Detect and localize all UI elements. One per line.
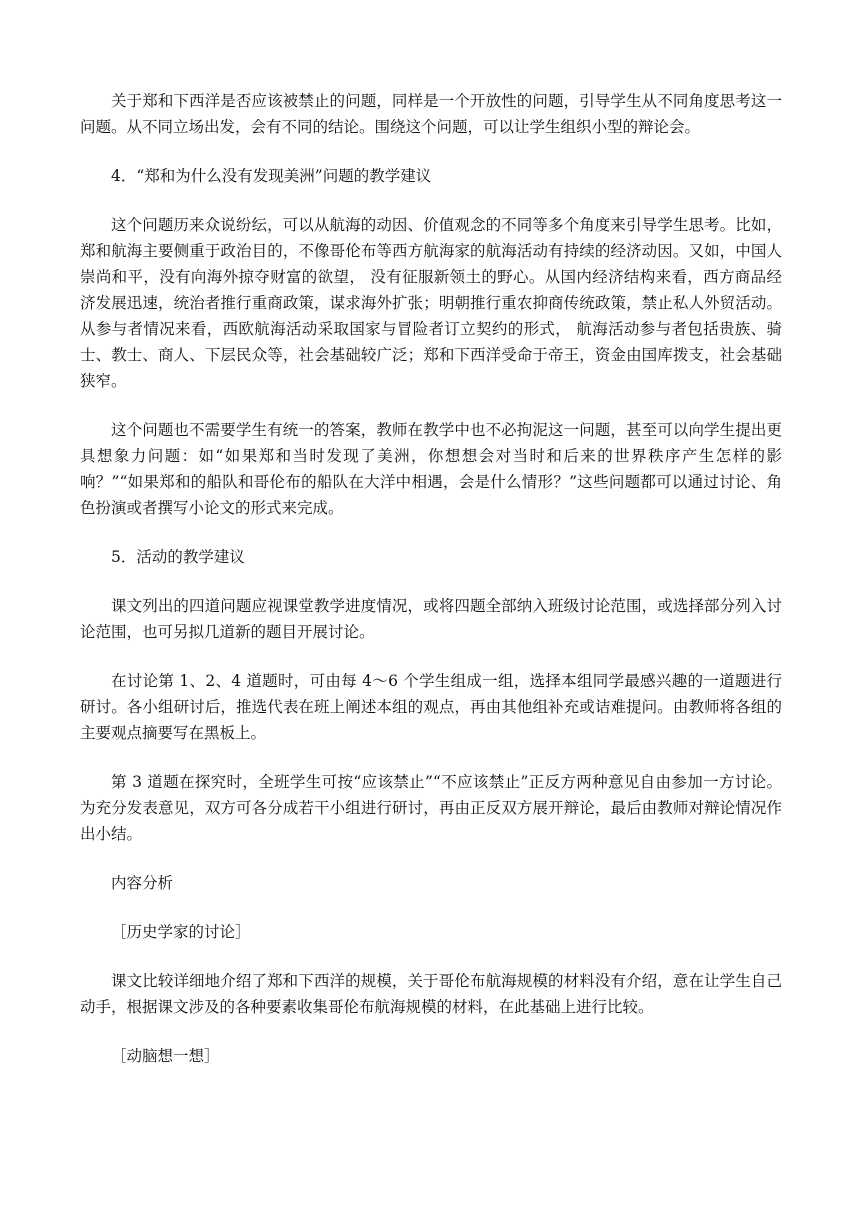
section-heading-4: 4．“郑和为什么没有发现美洲”问题的教学建议	[111, 167, 432, 185]
paragraph-group-discussion: 在讨论第 1、2、4 道题时，可由每 4～6 个学生组成一组，选择本组同学最感兴趣的一道题进行研讨。各小组研讨后，推选代表在班上阐述本组的观点，再由其他组补充或诘难提问。由教师将各组的主要观点摘要写在黑板上。	[80, 672, 782, 742]
paragraph-debate: 关于郑和下西洋是否应该被禁止的问题，同样是一个开放性的问题，引导学生从不同角度思考这一问题。从不同立场出发，会有不同的结论。围绕这个问题，可以让学生组织小型的辩论会。	[80, 92, 782, 136]
document-page	[80, 88, 782, 1069]
section-heading-5: 5．活动的教学建议	[111, 548, 245, 566]
paragraph-question-three: 第 3 道题在探究时，全班学生可按“应该禁止”“不应该禁止”正反方两种意见自由参加一方讨论。为充分发表意见，双方可各分成若干小组进行研讨，再由正反双方展开辩论，最后由教师对辩论情况作出小结。	[80, 773, 782, 843]
paragraph-four-questions: 课文列出的四道问题应视课堂教学进度情况，或将四题全部纳入班级讨论范围，或选择部分列入讨论范围，也可另拟几道新的题目开展讨论。	[80, 597, 782, 641]
paragraph-reasons: 这个问题历来众说纷纭，可以从航海的动因、价值观念的不同等多个角度来引导学生思考。比如，郑和航海主要侧重于政治目的，不像哥伦布等西方航海家的航海活动有持续的经济动因。又如，中国人崇尚和平，没有向海外掠夺财富的欲望， 没有征服新领土的野心。从国内经济结构来看，西方商品经济发展迅速，统治者推行重商政策，谋求海外扩张；明朝推行重农抑商传统政策，禁止私人外贸活动。从参与者情况来看，西欧航海活动采取国家与冒险者订立契约的形式， 航海活动参与者包括贵族、骑士、教士、商人、下层民众等，社会基础较广泛；郑和下西洋受命于帝王，资金由国库拨支，社会基础狭窄。	[80, 216, 782, 390]
paragraph-scale-comparison: 课文比较详细地介绍了郑和下西洋的规模，关于哥伦布航海规模的材料没有介绍，意在让学生自己动手，根据课文涉及的各种要素收集哥伦布航海规模的材料，在此基础上进行比较。	[80, 972, 782, 1016]
heading-historians-discussion: ［历史学家的讨论］	[111, 923, 251, 941]
heading-content-analysis: 内容分析	[111, 874, 174, 892]
heading-think: ［动脑想一想］	[111, 1047, 220, 1065]
paragraph-imagination: 这个问题也不需要学生有统一的答案，教师在教学中也不必拘泥这一问题，甚至可以向学生提出更具想象力问题：如“如果郑和当时发现了美洲，你想想会对当时和后来的世界秩序产生怎样的影响？”“如果郑和的船队和哥伦布的船队在大洋中相遇，会是什么情形？”这些问题都可以通过讨论、角色扮演或者撰写小论文的形式来完成。	[80, 421, 782, 517]
